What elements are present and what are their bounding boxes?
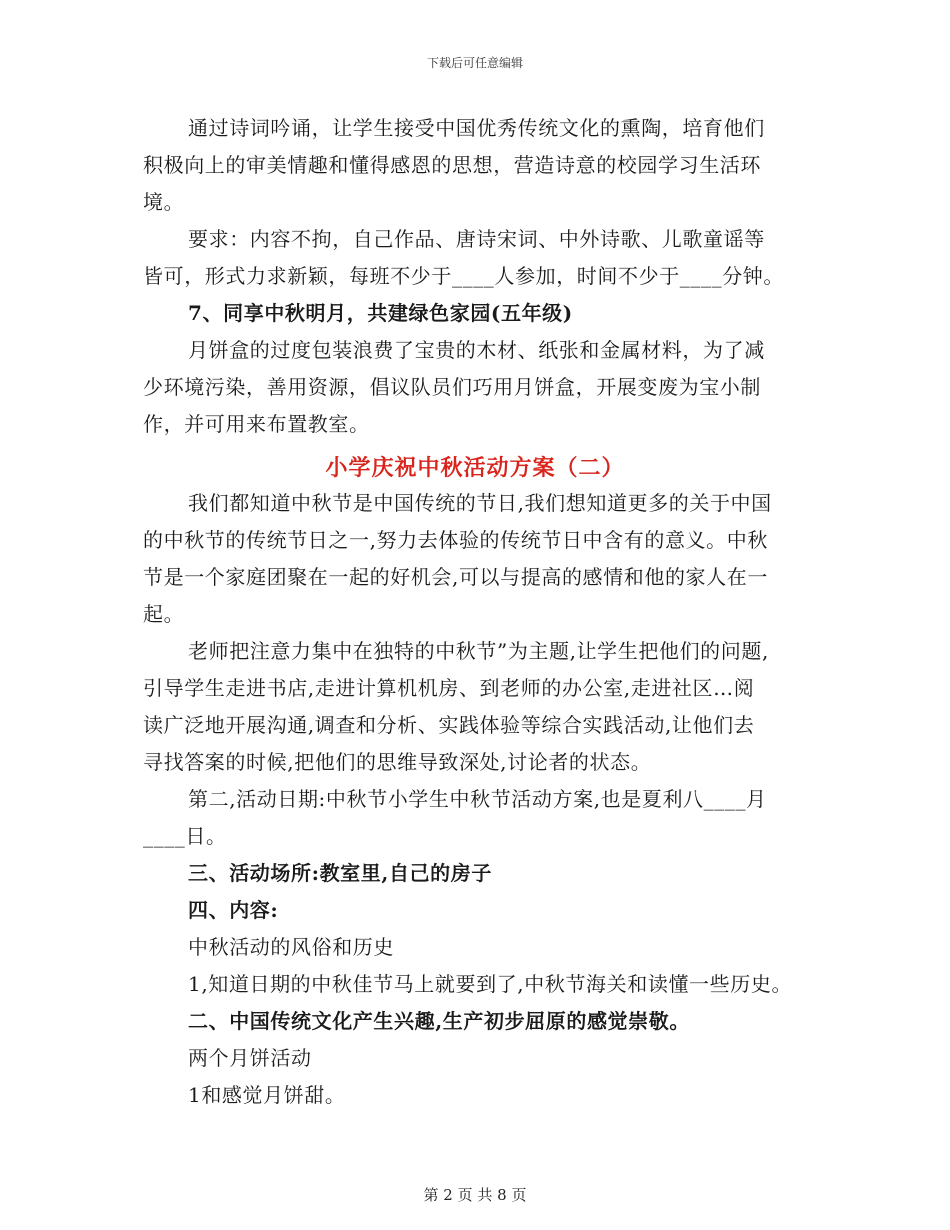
paragraph-line: 1和感觉月饼甜。 bbox=[188, 1083, 346, 1107]
paragraph-line: 引导学生走进书店,走进计算机机房、到老师的办公室,走进社区…阅 bbox=[143, 676, 755, 700]
section-heading: 二、中国传统文化产生兴趣,生产初步屈原的感觉崇敬。 bbox=[188, 1009, 690, 1033]
paragraph-line: ____日。 bbox=[143, 824, 227, 848]
page-footer: 第 2 页 共 8 页 bbox=[423, 1186, 527, 1204]
paragraph-line: 作，并可用来布置教室。 bbox=[143, 412, 370, 436]
paragraph-line: 少环境污染，善用资源，倡议队员们巧用月饼盒，开展变废为宝小制 bbox=[143, 375, 761, 399]
paragraph-line: 的中秋节的传统节日之一,努力去体验的传统节日中含有的意义。中秋 bbox=[143, 528, 768, 552]
paragraph-line: 读广泛地开展沟通,调查和分析、实践体验等综合实践活动,让他们去 bbox=[143, 713, 755, 737]
paragraph-line: 寻找答案的时候,把他们的思维导致深处,讨论者的状态。 bbox=[143, 750, 652, 774]
paragraph-line: 要求：内容不拘，自己作品、唐诗宋词、中外诗歌、儿歌童谣等 bbox=[188, 227, 765, 251]
paragraph-line: 两个月饼活动 bbox=[188, 1046, 312, 1070]
paragraph-line: 起。 bbox=[143, 602, 185, 626]
paragraph-line: 境。 bbox=[143, 190, 185, 214]
paragraph-line: 通过诗词吟诵，让学生接受中国优秀传统文化的熏陶，培育他们 bbox=[188, 116, 765, 140]
paragraph-line: 月饼盒的过度包装浪费了宝贵的木材、纸张和金属材料，为了减 bbox=[188, 338, 765, 362]
section-heading: 三、活动场所:教室里,自己的房子 bbox=[188, 861, 492, 885]
page-header: 下载后可任意编辑 bbox=[426, 56, 523, 70]
paragraph-line: 积极向上的审美情趣和懂得感恩的思想，营造诗意的校园学习生活环 bbox=[143, 153, 761, 177]
paragraph-line: 第二,活动日期:中秋节小学生中秋节活动方案,也是夏利八____月 bbox=[188, 787, 767, 811]
paragraph-line: 老师把注意力集中在独特的中秋节”为主题,让学生把他们的问题, bbox=[188, 639, 769, 663]
paragraph-line: 中秋活动的风俗和历史 bbox=[188, 935, 394, 959]
paragraph-line: 1,知道日期的中秋佳节马上就要到了,中秋节海关和读懂一些历史。 bbox=[188, 972, 793, 996]
section-heading: 7、同享中秋明月，共建绿色家园(五年级) bbox=[188, 301, 573, 325]
section-heading: 四、内容: bbox=[188, 898, 279, 922]
document-title: 小学庆祝中秋活动方案（二） bbox=[325, 455, 625, 481]
paragraph-line: 我们都知道中秋节是中国传统的节日,我们想知道更多的关于中国 bbox=[188, 491, 772, 515]
paragraph-line: 节是一个家庭团聚在一起的好机会,可以与提高的感情和他的家人在一 bbox=[143, 565, 768, 589]
paragraph-line: 皆可，形式力求新颖，每班不少于____人参加，时间不少于____分钟。 bbox=[143, 264, 784, 288]
